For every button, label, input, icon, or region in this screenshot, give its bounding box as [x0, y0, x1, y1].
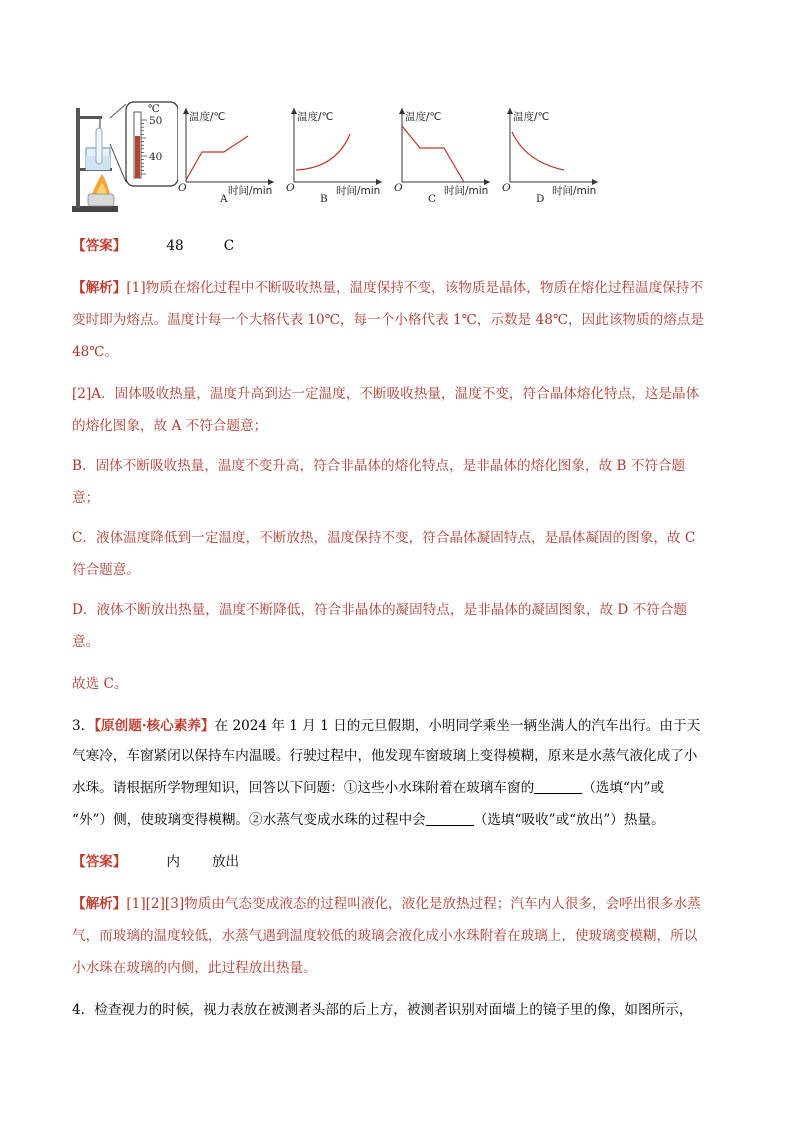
graph-b-xlabel: 时间/min — [336, 185, 381, 197]
thermo-50-label: 50 — [149, 115, 163, 127]
q2-option-d-line-1: D．液体不断放出热量，温度不断降低，符合非晶体的凝固特点，是非晶体的凝固图象，故 D 不符合题 — [72, 602, 687, 618]
graph-d-xlabel: 时间/min — [552, 185, 597, 197]
q3-line-4 — [72, 810, 665, 830]
q3-tag: 【原创题·核心素养】 — [94, 718, 215, 734]
graph-a-origin: O — [178, 182, 187, 194]
q2-option-a-line-1: [2]A．固体吸收热量，温度升高到达一定温度，不断吸收热量，温度不变，符合晶体熔化特点，这是晶体 — [72, 386, 700, 402]
thermo-unit-label: ℃ — [148, 103, 160, 115]
graph-d — [502, 98, 602, 208]
q2-analysis-line-2: 变时即为熔点。温度计每一个大格代表 10℃，每一个小格代表 1℃，示数是 48℃，因此该物质的熔点是 — [72, 312, 704, 328]
graph-a-ylabel: 温度/℃ — [189, 111, 226, 123]
q3-analysis-text-1: [1][2][3]物质由气态变成液态的过程叫液化，液化是放热过程；汽车内人很多，会呼出很多水蒸 — [126, 896, 701, 912]
q2-option-c-line-2: 符合题意。 — [72, 562, 140, 578]
q2-analysis-line-1 — [72, 278, 703, 298]
graph-d-ylabel: 温度/℃ — [513, 111, 550, 123]
q3-text-4a: “外”）侧，使玻璃变得模糊。②水蒸气变成水珠的过程中会 — [72, 812, 426, 828]
q2-answer-line — [72, 236, 234, 256]
q2-option-c-line-1: C．液体温度降低到一定温度，不断放热，温度保持不变，符合晶体凝固特点，是晶体凝固的图象，故 C — [72, 530, 696, 546]
graph-d-tag: D — [536, 193, 545, 205]
graph-c-ylabel: 温度/℃ — [405, 111, 442, 123]
q2-answer-1: 48 — [166, 238, 184, 254]
graph-c-xlabel: 时间/min — [444, 185, 489, 197]
graph-b-tag: B — [320, 193, 328, 205]
q2-option-d-line-2: 意。 — [72, 634, 100, 650]
figure — [66, 98, 606, 216]
apparatus-illustration — [66, 98, 178, 216]
q3-text-4b: （选填“吸收”或“放出”）热量。 — [473, 812, 665, 828]
q2-answer-label: 【答案】 — [72, 238, 127, 254]
graph-b — [286, 98, 386, 208]
graph-d-origin: O — [502, 182, 511, 194]
q2-option-b-line-1: B．固体不断吸收热量，温度不变升高，符合非晶体的熔化特点，是非晶体的熔化图象，故 B 不符合题 — [72, 458, 686, 474]
q3-blank-1[interactable] — [534, 779, 582, 794]
q2-analysis-line-3: 48℃。 — [72, 344, 119, 360]
q3-answer-label: 【答案】 — [72, 854, 127, 870]
graph-a — [178, 98, 278, 208]
q3-analysis-line-2: 气，而玻璃的温度较低，水蒸气遇到温度较低的玻璃会液化成小水珠附着在玻璃上，使玻璃变模糊，所以 — [72, 928, 698, 944]
q2-conclusion: 故选 C。 — [72, 676, 128, 692]
graph-b-ylabel: 温度/℃ — [297, 111, 334, 123]
q3-analysis-line-1 — [72, 894, 701, 914]
q3-number: 3． — [72, 718, 95, 734]
graph-c-origin: O — [394, 182, 403, 194]
q4-line-1: 4．检查视力的时候，视力表放在被测者头部的后上方，被测者识别对面墙上的镜子里的像，如图所示， — [72, 1002, 693, 1018]
graph-a-xlabel: 时间/min — [228, 185, 273, 197]
graph-b-origin: O — [286, 182, 295, 194]
q3-answer-line — [72, 852, 239, 872]
q3-line-1 — [72, 716, 700, 736]
q3-answer-1: 内 — [166, 854, 180, 870]
thermo-40-label: 40 — [149, 151, 163, 163]
graph-c — [394, 98, 494, 208]
q3-line-2: 气寒冷，车窗紧闭以保持车内温暖。行驶过程中，他发现车窗玻璃上变得模糊，原来是水蒸气液化成了小 — [72, 748, 698, 764]
q3-line-3 — [72, 778, 664, 798]
q3-answer-2: 放出 — [211, 854, 240, 870]
q2-option-a-line-2: 的熔化图象，故 A 不符合题意； — [72, 418, 268, 434]
graph-a-tag: A — [220, 193, 228, 205]
q3-text-1: 在 2024 年 1 月 1 日的元旦假期，小明同学乘坐一辆坐满人的汽车出行。由于天 — [214, 718, 701, 734]
q3-text-3b: （选填“内”或 — [582, 780, 665, 796]
q3-analysis-line-3: 小水珠在玻璃的内侧，此过程放出热量。 — [72, 960, 317, 976]
graph-c-tag: C — [428, 193, 437, 205]
q3-text-3a: 水珠。请根据所学物理知识，回答以下问题：①这些小水珠附着在玻璃车窗的 — [72, 780, 535, 796]
q2-answer-2: C — [223, 238, 235, 254]
q3-blank-2[interactable] — [426, 811, 474, 826]
q2-analysis-label: 【解析】 — [72, 280, 127, 296]
q2-option-b-line-2: 意； — [72, 490, 100, 506]
q3-analysis-label: 【解析】 — [72, 896, 127, 912]
q2-analysis-text-1: [1]物质在熔化过程中不断吸收热量，温度保持不变，该物质是晶体，物质在熔化过程温度保持不 — [126, 280, 703, 296]
